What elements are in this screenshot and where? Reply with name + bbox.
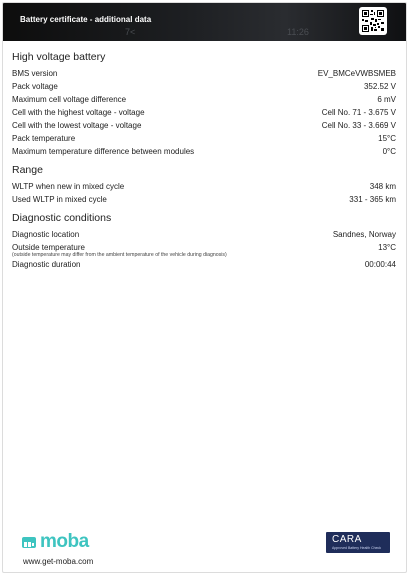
data-row (12, 145, 396, 158)
section-range (12, 164, 396, 206)
row-label: Used WLTP in mixed cycle (12, 195, 107, 204)
footer (3, 530, 406, 572)
row-value: Cell No. 33 - 3.669 V (321, 121, 396, 130)
row-label: Cell with the highest voltage - voltage (12, 108, 145, 117)
section-title: Range (12, 164, 43, 176)
logo-text: moba (40, 531, 89, 552)
row-value: 15°C (378, 134, 396, 143)
row-value: 352.52 V (363, 82, 396, 91)
section-high-voltage-battery (12, 51, 396, 158)
qr-code-icon[interactable] (359, 7, 387, 35)
row-value: Cell No. 71 - 3.675 V (321, 108, 396, 117)
data-row (12, 119, 396, 132)
row-value: Sandnes, Norway (332, 230, 396, 239)
moba-logo (22, 531, 89, 553)
cara-badge (326, 532, 390, 553)
row-value: 331 - 365 km (349, 195, 396, 204)
row-label: Cell with the lowest voltage - voltage (12, 121, 142, 130)
data-row (12, 106, 396, 119)
row-label: Pack voltage (12, 82, 58, 91)
cara-subtitle: Approved Battery Health Check (332, 546, 382, 550)
website-link[interactable]: www.get-moba.com (23, 557, 94, 566)
row-label: WLTP when new in mixed cycle (12, 182, 125, 191)
header-background-text: 7< (125, 27, 136, 37)
row-label: Diagnostic duration (12, 260, 81, 269)
row-value: 348 km (369, 182, 396, 191)
cara-title: CARA (332, 534, 362, 545)
data-row (12, 80, 396, 93)
data-row (12, 193, 396, 206)
row-value: 13°C (378, 243, 396, 252)
row-label: Diagnostic location (12, 230, 80, 239)
battery-logo-icon (22, 537, 36, 548)
data-row (12, 180, 396, 193)
header-background-clock: 11:26 (287, 27, 309, 37)
row-value: 0°C (382, 147, 396, 156)
header-bar (3, 3, 406, 41)
certificate-content (12, 51, 396, 277)
data-row (12, 67, 396, 80)
row-note: (outside temperature may differ from the ambient temperature of the vehicle during diagnosis) (12, 252, 227, 258)
row-value: 00:00:44 (364, 260, 396, 269)
row-value: 6 mV (377, 95, 396, 104)
row-label: Pack temperature (12, 134, 76, 143)
row-label: Maximum temperature difference between modules (12, 147, 195, 156)
row-label: Maximum cell voltage difference (12, 95, 127, 104)
certificate-page (2, 2, 407, 573)
row-label: Outside temperature (12, 243, 85, 252)
data-row (12, 258, 396, 271)
row-label: BMS version (12, 69, 58, 78)
data-row (12, 93, 396, 106)
data-row (12, 228, 396, 241)
section-title: Diagnostic conditions (12, 212, 112, 224)
row-value: EV_BMCeVWBSMEB (317, 69, 396, 78)
section-diagnostic-conditions (12, 212, 396, 271)
data-row (12, 132, 396, 145)
section-title: High voltage battery (12, 51, 106, 63)
page-title: Battery certificate - additional data (20, 15, 152, 24)
